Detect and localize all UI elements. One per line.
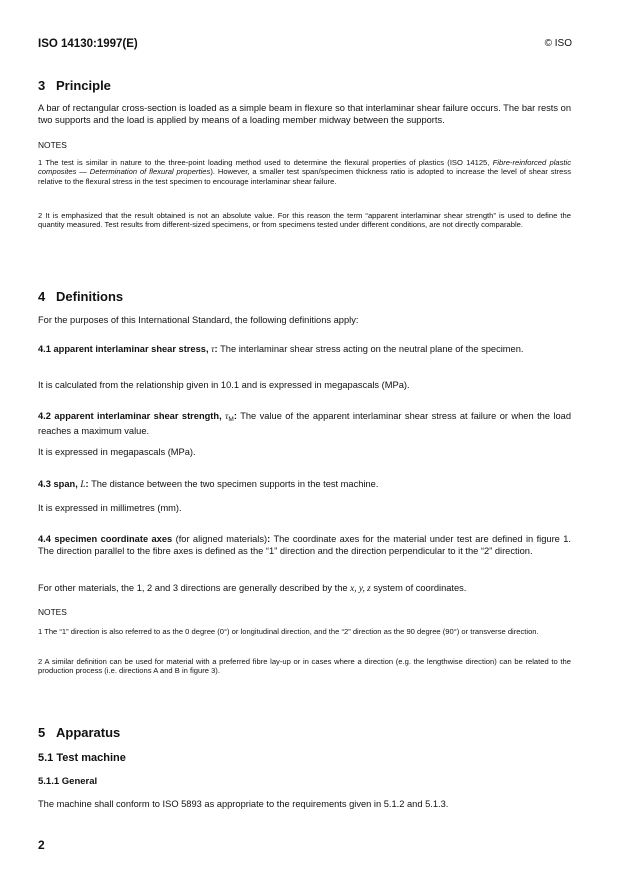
definition-4-2 — [38, 411, 571, 437]
note-1-text-b: ). However, a smaller test span/specimen thickness ratio is adopted to increase the level of shear stress relative to the flexural stress in the test specimen to encourage interlaminar shear failure. — [38, 167, 571, 186]
section-4-title: Definitions — [56, 289, 124, 304]
section-3-heading — [38, 78, 571, 93]
note-1-italic-title: Fibre-reinforced plastic composites — Determination of flexural properties — [38, 158, 572, 177]
section-4-note-2: 2 A similar definition can be used for material with a preferred fibre lay-up or in cases where a direction (e.g. the lengthwise direction) can be related to the production process (i.e. directions A and B in figure 3). — [38, 657, 571, 676]
page-number: 2 — [38, 838, 45, 852]
definition-4-2-symbol: τ — [225, 412, 229, 422]
definition-4-1-symbol: τ — [211, 345, 215, 355]
subsection-5-1-heading: 5.1 Test machine — [38, 752, 126, 764]
subsection-5-1-1-paragraph: The machine shall conform to ISO 5893 as appropriate to the requirements given in 5.1.2 and 5.1.3. — [38, 799, 449, 809]
section-4-number: 4 — [38, 289, 46, 304]
definition-4-2-note: It is expressed in megapascals (MPa). — [38, 447, 196, 457]
header-standard: ISO 14130:1997(E) — [38, 38, 138, 50]
definition-4-2-subscript: M — [228, 416, 234, 423]
section-3-notes-label: NOTES — [38, 140, 67, 150]
section-4-notes-label: NOTES — [38, 607, 67, 617]
header-copyright: © ISO — [544, 38, 572, 49]
definition-4-3-colon: : — [85, 479, 89, 489]
definition-4-1 — [38, 344, 571, 357]
definition-4-2-colon: : — [233, 411, 237, 421]
definition-4-4-note — [38, 583, 571, 596]
definition-4-3-term: 4.3 span, — [38, 479, 81, 489]
section-3-number: 3 — [38, 78, 46, 93]
definition-4-4-colon: : — [267, 534, 271, 544]
section-3-title: Principle — [56, 78, 111, 93]
section-4-intro: For the purposes of this International Standard, the following definitions apply: — [38, 315, 359, 325]
section-3-note-1 — [38, 158, 571, 186]
section-3-note-2: 2 It is emphasized that the result obtained is not an absolute value. For this reason the term “apparent interlaminar shear strength” is used to define the quantity measured. Test results from different-sized specimens, or from specimens tested under different conditions, are not directly comparable. — [38, 211, 571, 230]
definition-4-4 — [38, 534, 571, 557]
definition-4-3-text: The distance between the two specimen supports in the test machine. — [88, 479, 379, 489]
definition-4-3-note: It is expressed in millimetres (mm). — [38, 503, 182, 513]
definition-4-1-term: 4.1 apparent interlaminar shear stress, — [38, 344, 212, 354]
definition-4-1-text: The interlaminar shear stress acting on the neutral plane of the specimen. — [217, 344, 524, 354]
section-4-heading — [38, 289, 571, 304]
definition-4-1-note: It is calculated from the relationship given in 10.1 and is expressed in megapascals (MPa). — [38, 380, 410, 390]
section-3-paragraph: A bar of rectangular cross-section is loaded as a simple beam in flexure so that interlaminar shear failure occurs. The bar rests on two supports and the load is applied by means of a loading member midway between the supports. — [38, 103, 571, 125]
definition-4-4-term: 4.4 specimen coordinate axes — [38, 534, 173, 544]
note-1-text-a: 1 The test is similar in nature to the three-point loading method used to determine the flexural properties of plastics (ISO 14125, — [38, 158, 493, 167]
subsection-5-1-1-heading: 5.1.1 General — [38, 776, 98, 787]
section-5-heading — [38, 725, 571, 740]
section-5-title: Apparatus — [56, 725, 121, 740]
definition-4-1-colon: : — [214, 344, 218, 354]
definition-4-4-text: The coordinate axes for the material under test are defined in figure 1. The direction parallel to the fibre axes is defined as the “1” direction and the direction perpendicular to it the “2” direction. — [38, 534, 571, 556]
definition-4-4-note-a: For other materials, the 1, 2 and 3 directions are generally described by the — [38, 583, 351, 593]
definition-4-3 — [38, 479, 571, 492]
definition-4-2-text: The value of the apparent interlaminar shear stress at failure or when the load reaches a maximum value. — [38, 411, 571, 436]
definition-4-2-term: 4.2 apparent interlaminar shear strength, — [38, 411, 226, 421]
section-4-note-1: 1 The “1” direction is also referred to as the 0 degree (0°) or longitudinal direction, and the “2” direction as the 90 degree (90°) or transverse direction. — [38, 627, 539, 636]
definition-4-4-note-b: system of coordinates. — [370, 583, 467, 593]
definition-4-3-symbol: L — [80, 480, 86, 490]
section-5-number: 5 — [38, 725, 46, 740]
definition-4-4-qualifier: (for aligned materials) — [172, 534, 268, 544]
definition-4-4-coordinates: x, y, z — [350, 584, 371, 594]
